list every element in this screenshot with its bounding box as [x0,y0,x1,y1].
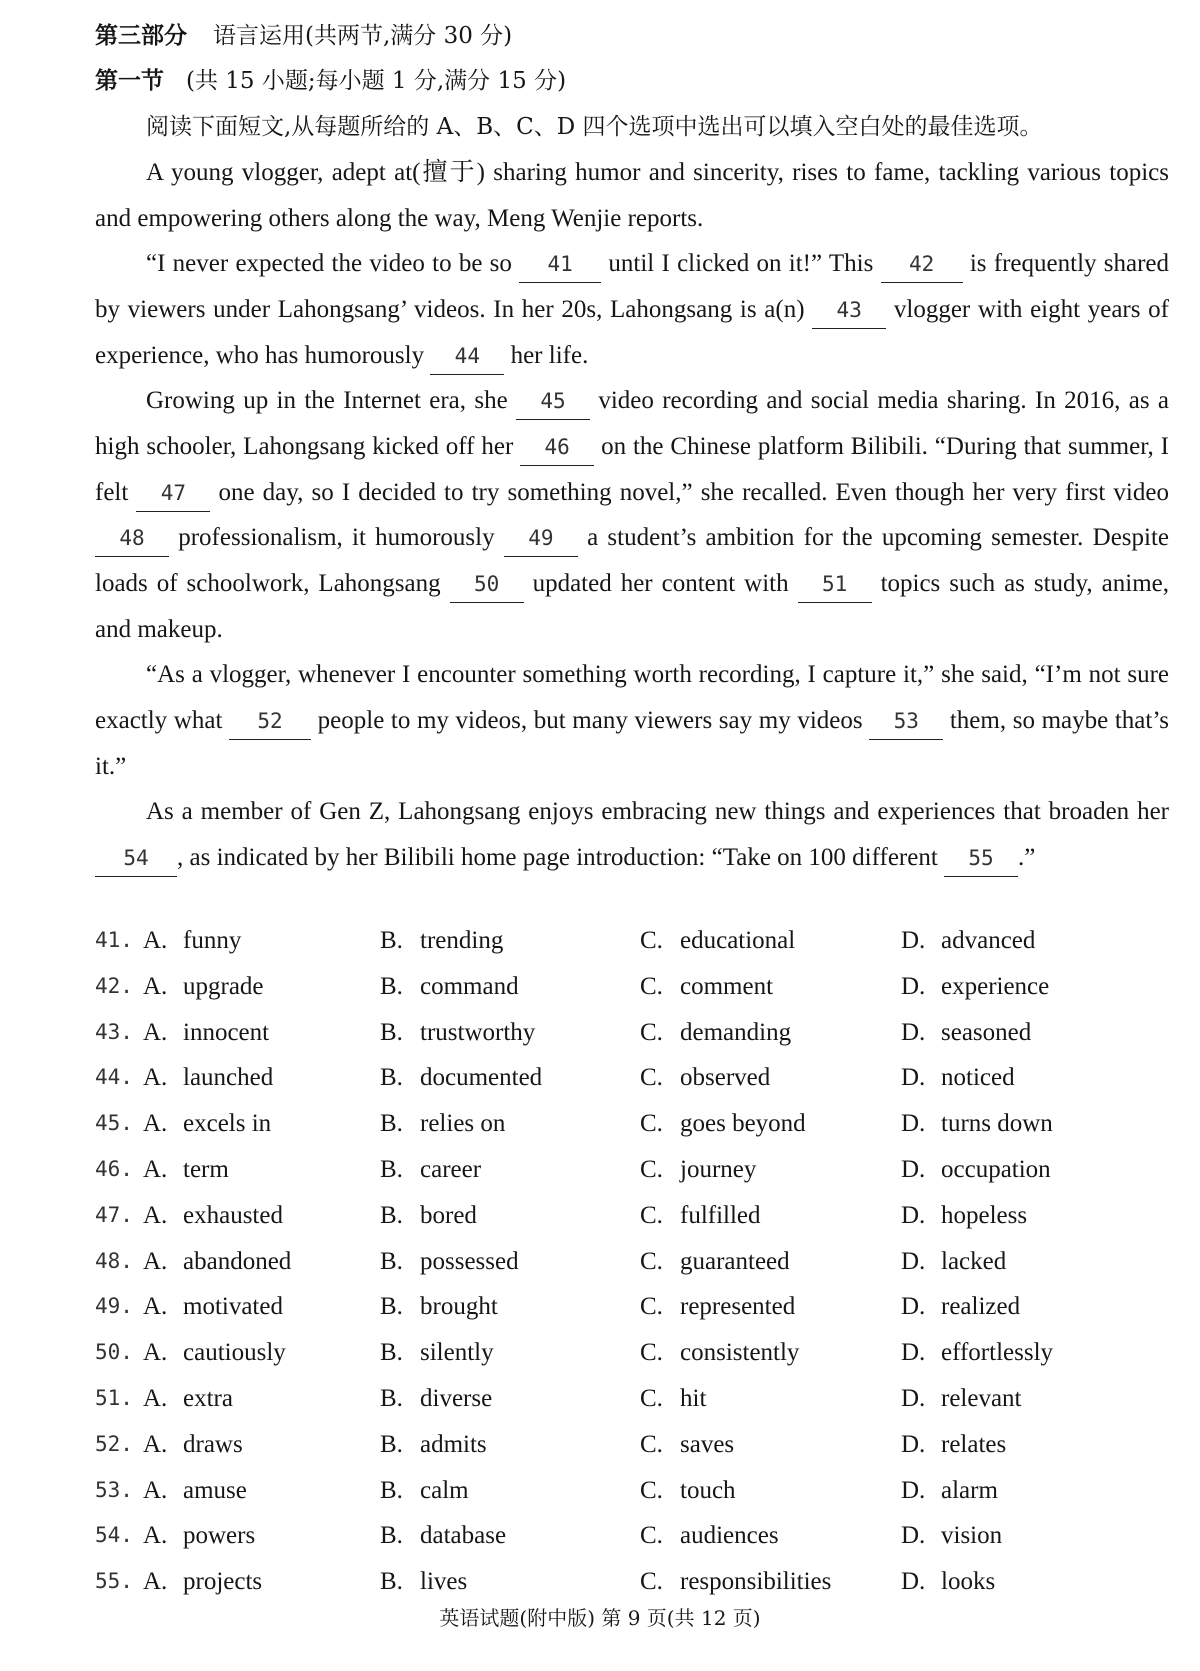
option-a [143,964,264,1010]
option-row [95,1284,1175,1330]
option-a [143,1010,269,1056]
option-a [143,1101,271,1147]
answer-options [95,918,1175,1605]
blank-45: 45 [516,383,590,420]
option-row [95,964,1175,1010]
option-text: lacked [941,1247,1007,1275]
option-text: comment [680,972,774,1000]
option-a [143,918,241,964]
option-a [143,1513,255,1559]
option-text: term [183,1155,229,1183]
option-d [901,964,1049,1010]
option-c [640,1559,831,1605]
option-letter: A. [143,1476,168,1504]
question-number: 53. [95,1477,133,1502]
option-letter: D. [901,1522,926,1550]
option-text: possessed [420,1247,519,1275]
option-letter: C. [640,1293,663,1321]
option-text: demanding [680,1018,792,1046]
option-letter: B. [380,972,403,1000]
option-text: career [420,1155,482,1183]
option-c [640,1193,761,1239]
instruction-text: 阅读下面短文,从每题所给的 A、B、C、D 四个选项中选出可以填入空白处的最佳选项。 [146,114,1043,140]
option-letter: C. [640,1064,663,1092]
option-letter: B. [380,1293,403,1321]
option-letter: D. [901,1339,926,1367]
option-text: calm [420,1476,469,1504]
option-letter: B. [380,927,403,954]
question-number: 45. [95,1111,133,1136]
option-letter: D. [901,972,926,1000]
option-text: relates [941,1430,1007,1458]
option-text: noticed [941,1064,1015,1092]
option-text: command [420,972,519,1000]
option-text: relevant [941,1384,1022,1412]
option-letter: A. [143,972,168,1000]
option-c [640,1513,779,1559]
option-letter: A. [143,1064,168,1092]
blank-50: 50 [450,566,524,603]
option-text: exhausted [183,1201,283,1229]
option-letter: B. [380,1064,403,1092]
option-letter: B. [380,1522,403,1550]
question-number: 47. [95,1202,133,1227]
option-text: journey [680,1155,757,1183]
option-a [143,1330,286,1376]
option-text: consistently [680,1339,800,1367]
option-row [95,1330,1175,1376]
option-letter: A. [143,1293,168,1321]
option-d [901,1101,1053,1147]
page-footer: 英语试题(附中版) 第 9 页(共 12 页) [439,1606,761,1630]
part-description: 语言运用(共两节,满分 30 分) [213,23,513,49]
option-d [901,1055,1015,1101]
option-letter: D. [901,1155,926,1183]
option-d [901,1239,1006,1285]
option-b [380,1193,477,1239]
option-text: documented [420,1064,543,1092]
option-letter: B. [380,1476,403,1504]
option-text: fulfilled [680,1201,761,1229]
blank-43: 43 [812,292,886,329]
option-text: seasoned [941,1018,1032,1046]
option-text: vision [941,1522,1003,1550]
blank-52: 52 [229,703,311,740]
option-text: bored [420,1201,477,1229]
question-number: 42. [95,973,133,998]
option-text: silently [420,1339,494,1367]
question-number: 51. [95,1385,133,1410]
option-row [95,1422,1175,1468]
blank-51: 51 [798,566,872,603]
option-c [640,1010,791,1056]
option-d [901,1513,1002,1559]
option-d [901,1468,998,1514]
option-letter: C. [640,1384,663,1412]
option-a [143,1468,247,1514]
option-letter: B. [380,1384,403,1412]
option-a [143,1284,283,1330]
option-d [901,1193,1027,1239]
option-b [380,1468,469,1514]
option-b [380,1147,481,1193]
option-letter: A. [143,1339,168,1367]
option-d [901,1559,995,1605]
option-row [95,1101,1175,1147]
option-b [380,964,519,1010]
option-letter: C. [640,1018,663,1046]
option-b [380,1422,487,1468]
option-letter: D. [901,1201,926,1229]
option-letter: C. [640,1476,663,1504]
option-c [640,1101,806,1147]
question-number: 55. [95,1569,133,1594]
option-letter: C. [640,1522,663,1550]
option-letter: B. [380,1568,403,1596]
option-letter: A. [143,1201,168,1229]
option-c [640,1376,706,1422]
option-d [901,918,1035,964]
option-d [901,1376,1022,1422]
option-b [380,1376,492,1422]
option-text: saves [680,1430,735,1458]
option-letter: D. [901,927,926,954]
option-a [143,1422,243,1468]
option-text: observed [680,1064,771,1092]
passage-paragraph: “As a vlogger, whenever I encounter something worth recording, I capture it,” she said, “I’m not sure exactly what 52 people to my videos, but many viewers say my videos 53 them, so maybe that’s it.” [95,661,1169,780]
option-letter: A. [143,1522,168,1550]
option-letter: B. [380,1201,403,1229]
option-c [640,1422,734,1468]
option-b [380,1101,505,1147]
option-b [380,1055,542,1101]
option-text: guaranteed [680,1247,790,1275]
option-b [380,1239,519,1285]
option-letter: B. [380,1247,403,1275]
option-letter: A. [143,1110,168,1138]
option-letter: A. [143,1155,168,1183]
option-b [380,1513,506,1559]
option-letter: B. [380,1018,403,1046]
option-letter: D. [901,1384,926,1412]
option-text: brought [420,1293,498,1321]
option-c [640,964,773,1010]
blank-54: 54 [95,840,177,877]
option-letter: C. [640,1430,663,1458]
question-number: 41. [95,928,133,952]
option-text: launched [183,1064,274,1092]
blank-53: 53 [869,703,943,740]
option-c [640,1239,790,1285]
option-text: diverse [420,1384,493,1412]
blank-47: 47 [136,475,210,512]
option-text: goes beyond [680,1110,806,1138]
option-letter: D. [901,1110,926,1138]
option-text: motivated [183,1293,283,1321]
option-text: touch [680,1476,736,1504]
option-a [143,1559,262,1605]
option-text: occupation [941,1155,1051,1183]
option-text: database [420,1522,507,1550]
passage-paragraph: “I never expected the video to be so 41 until I clicked on it!” This 42 is frequently shared by viewers under Lahongsang’ videos. In her 20s, Lahongsang is a(n) 43 vlogger with eight years of experience, who has humorously 44 her life. [95,241,1169,378]
option-text: trending [420,927,504,954]
option-letter: A. [143,1430,168,1458]
blank-48: 48 [95,520,169,557]
option-c [640,1055,770,1101]
option-text: amuse [183,1476,247,1504]
option-text: educational [680,927,796,954]
option-letter: D. [901,1476,926,1504]
question-number: 44. [95,1065,133,1090]
blank-46: 46 [520,429,594,466]
option-row [95,1376,1175,1422]
option-letter: A. [143,1018,168,1046]
option-text: audiences [680,1522,779,1550]
option-b [380,1010,535,1056]
blank-49: 49 [504,520,578,557]
option-row [95,1147,1175,1193]
option-a [143,1239,291,1285]
option-text: funny [183,927,242,954]
option-b [380,1559,467,1605]
option-letter: B. [380,1430,403,1458]
question-number: 52. [95,1431,133,1456]
option-text: excels in [183,1110,272,1138]
option-text: experience [941,972,1050,1000]
option-d [901,1147,1051,1193]
option-text: realized [941,1293,1021,1321]
option-row [95,1513,1175,1559]
option-row [95,1193,1175,1239]
blank-42: 42 [881,246,963,283]
option-text: advanced [941,927,1036,954]
option-a [143,1193,283,1239]
option-text: upgrade [183,972,264,1000]
option-letter: C. [640,1201,663,1229]
option-text: hit [680,1384,707,1412]
option-letter: C. [640,1568,663,1596]
option-text: looks [941,1568,996,1596]
option-row [95,1239,1175,1285]
option-letter: D. [901,1293,926,1321]
part-heading [95,16,512,56]
option-text: abandoned [183,1247,292,1275]
option-letter: D. [901,1568,926,1596]
option-row [95,1010,1175,1056]
option-text: hopeless [941,1201,1028,1229]
section-heading [95,61,566,101]
option-b [380,1284,498,1330]
question-number: 43. [95,1019,133,1044]
option-c [640,1147,756,1193]
passage-paragraph: A young vlogger, adept at(擅于) sharing humor and sincerity, rises to fame, tackling various topics and empowering others along the way, Meng Wenjie reports. [95,159,1169,232]
option-text: lives [420,1568,468,1596]
option-row [95,1055,1175,1101]
blank-44: 44 [430,338,504,375]
option-d [901,1010,1031,1056]
passage-paragraph: As a member of Gen Z, Lahongsang enjoys embracing new things and experiences that broaden her 54 , as indicated by her Bilibili home page introduction: “Take on 100 different 55 .” [95,789,1169,881]
option-letter: B. [380,1339,403,1367]
passage-paragraph: Growing up in the Internet era, she 45 video recording and social media sharing. In 2016, as a high schooler, Lahongsang kicked off her 46 on the Chinese platform Bilibili. “During that summer, I felt 47 one day, so I decided to try something novel,” she recalled. Even though her very first video 48 professionalism, it humorously 49 a student’s ambition for the upcoming semester. Despite loads of schoolwork, Lahongsang 50 updated her content with 51 topics such as study, anime, and makeup. [95,378,1169,653]
option-c [640,1468,736,1514]
option-text: projects [183,1568,263,1596]
question-number: 46. [95,1156,133,1181]
option-letter: A. [143,1384,168,1412]
option-a [143,1147,229,1193]
option-text: innocent [183,1018,270,1046]
option-letter: A. [143,1247,168,1275]
option-letter: D. [901,1064,926,1092]
option-a [143,1376,233,1422]
option-letter: C. [640,1110,663,1138]
option-c [640,1284,795,1330]
option-letter: A. [143,1568,168,1596]
option-letter: A. [143,927,168,954]
blank-41: 41 [519,246,601,283]
option-c [640,918,795,964]
option-text: represented [680,1293,796,1321]
section-description: (共 15 小题;每小题 1 分,满分 15 分) [186,68,567,94]
option-text: cautiously [183,1339,286,1367]
option-text: turns down [941,1110,1053,1138]
option-d [901,1330,1053,1376]
option-b [380,918,503,964]
option-letter: C. [640,1247,663,1275]
option-text: trustworthy [420,1018,536,1046]
section-label: 第一节 [95,67,164,94]
option-letter: B. [380,1155,403,1183]
option-row [95,1468,1175,1514]
option-text: powers [183,1522,256,1550]
option-row [95,918,1175,964]
option-text: admits [420,1430,487,1458]
option-text: responsibilities [680,1568,832,1596]
option-letter: C. [640,1339,663,1367]
option-text: extra [183,1384,233,1412]
option-d [901,1284,1020,1330]
option-letter: D. [901,1247,926,1275]
question-number: 49. [95,1294,133,1319]
option-b [380,1330,494,1376]
option-c [640,1330,799,1376]
part-label: 第三部分 [95,22,187,49]
option-text: effortlessly [941,1339,1054,1367]
option-row [95,1559,1175,1605]
question-number: 48. [95,1248,133,1273]
option-text: alarm [941,1476,998,1504]
option-text: relies on [420,1110,506,1138]
option-letter: D. [901,1430,926,1458]
option-letter: C. [640,972,663,1000]
question-number: 50. [95,1340,133,1365]
option-letter: D. [901,1018,926,1046]
option-text: draws [183,1430,243,1458]
question-number: 54. [95,1523,133,1548]
option-d [901,1422,1006,1468]
blank-55: 55 [944,840,1018,877]
option-a [143,1055,273,1101]
option-letter: B. [380,1110,403,1138]
option-letter: C. [640,927,663,954]
option-letter: C. [640,1155,663,1183]
